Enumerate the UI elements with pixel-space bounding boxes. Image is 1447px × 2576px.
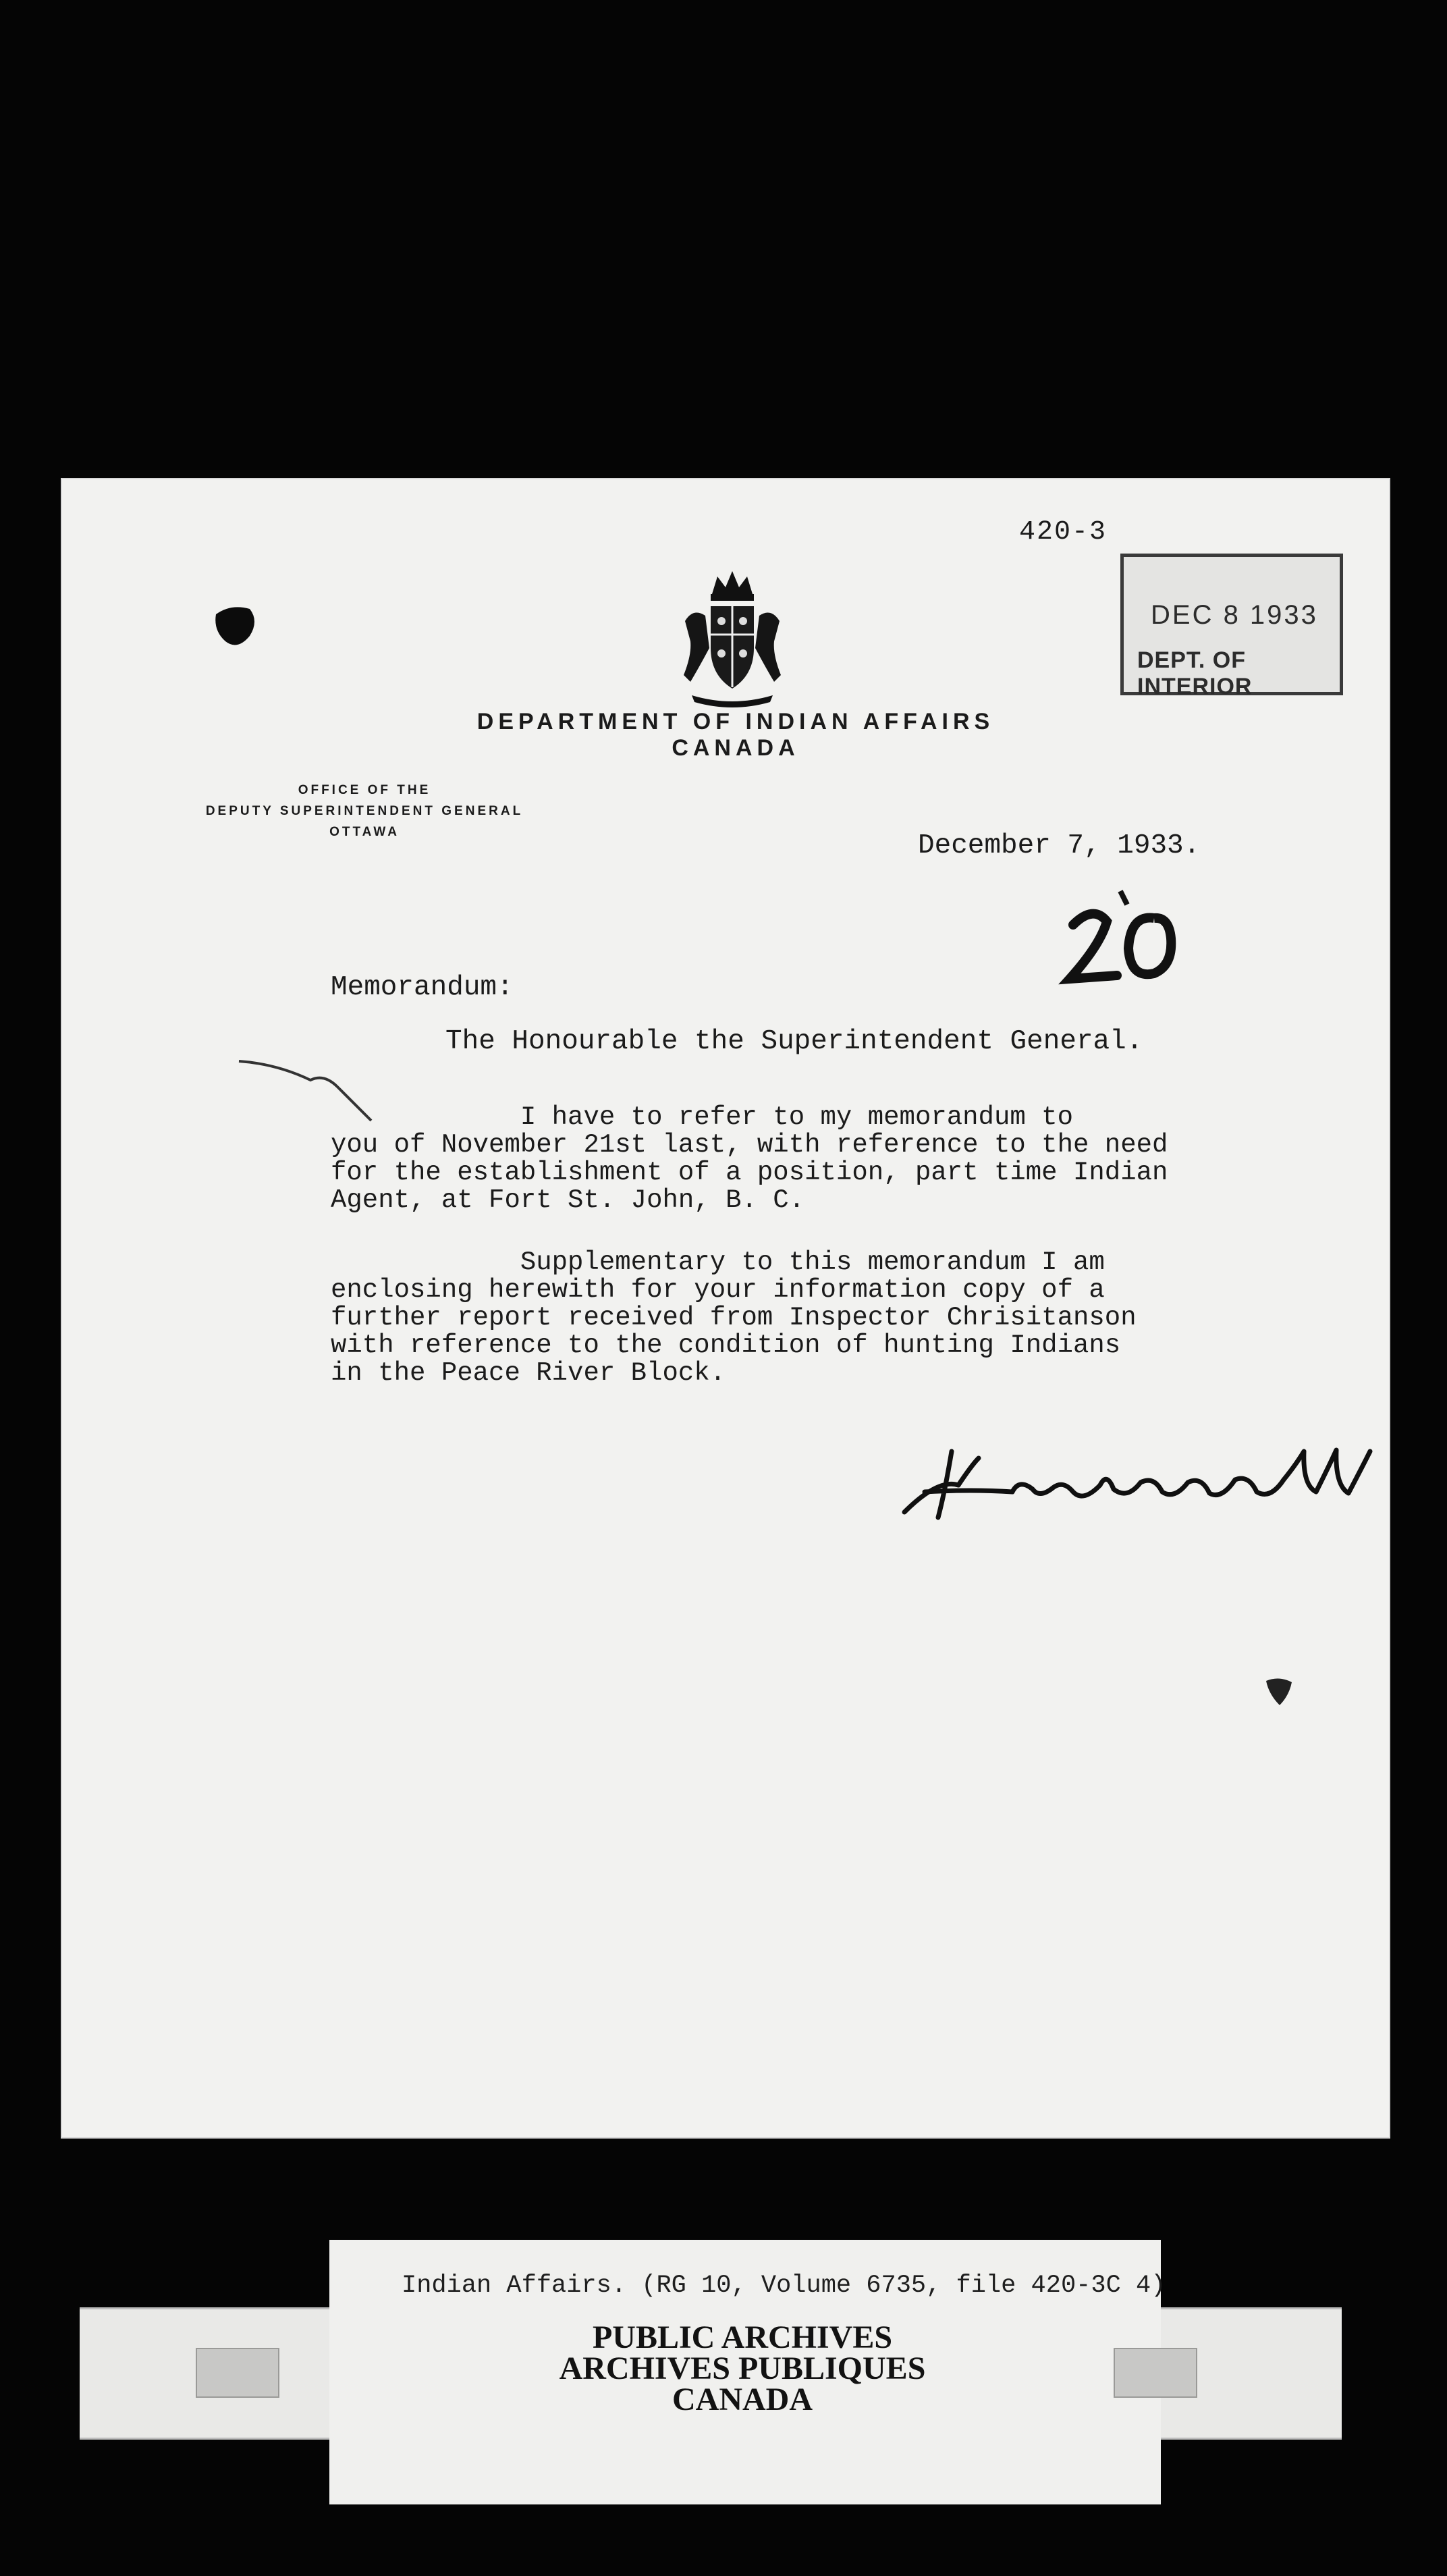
- stamp-department: DEPT. OF INTERIOR: [1137, 647, 1253, 699]
- archive-reference: Indian Affairs. (RG 10, Volume 6735, file 420-3C 4): [402, 2272, 1166, 2300]
- letterhead-country: CANADA: [672, 735, 800, 761]
- body-line: in the Peace River Block.: [331, 1358, 726, 1388]
- body-paragraph: [331, 1104, 1249, 1214]
- letterhead-department: DEPARTMENT OF INDIAN AFFAIRS: [476, 709, 995, 734]
- office-block: [162, 780, 567, 842]
- archives-stamp: [472, 2319, 1012, 2417]
- office-line: OFFICE OF THE: [298, 783, 431, 797]
- addressee: The Honourable the Superintendent General.: [445, 1026, 1143, 1057]
- ink-blot: [1262, 1674, 1296, 1708]
- body-line: with reference to the condition of hunting Indians: [331, 1331, 1121, 1360]
- letter-date: December 7, 1933.: [918, 830, 1201, 861]
- tape-strip: [1114, 2348, 1197, 2398]
- office-line: DEPUTY SUPERINTENDENT GENERAL: [205, 804, 524, 818]
- body-line: you of November 21st last, with reference to the need: [331, 1130, 1168, 1160]
- stamp-date: DEC 8 1933: [1151, 600, 1318, 630]
- body-line: Supplementary to this memorandum I am: [331, 1247, 1105, 1277]
- letterhead: [418, 709, 1053, 761]
- ink-blot: [211, 601, 265, 655]
- body-line: I have to refer to my memorandum to: [331, 1102, 1073, 1132]
- body-line: further report received from Inspector Chrisitanson: [331, 1303, 1137, 1333]
- tape-strip: [196, 2348, 279, 2398]
- archives-line: PUBLIC ARCHIVES: [592, 2319, 893, 2355]
- body-line: for the establishment of a position, part time Indian: [331, 1158, 1168, 1187]
- office-line: OTTAWA: [329, 825, 400, 839]
- memo-label: Memorandum:: [331, 972, 514, 1003]
- pencil-mark: [236, 1053, 385, 1127]
- archives-line: CANADA: [672, 2382, 813, 2417]
- body-line: enclosing herewith for your information copy of a: [331, 1275, 1105, 1305]
- signature: [898, 1438, 1384, 1532]
- file-number: 420-3: [1019, 517, 1108, 547]
- archives-line: ARCHIVES PUBLIQUES: [559, 2351, 926, 2386]
- body-paragraph: [331, 1249, 1249, 1387]
- body-line: Agent, at Fort St. John, B. C.: [331, 1185, 805, 1215]
- coat-of-arms-icon: [678, 567, 786, 709]
- received-stamp: [1120, 554, 1343, 699]
- handwritten-mark: [1053, 884, 1188, 999]
